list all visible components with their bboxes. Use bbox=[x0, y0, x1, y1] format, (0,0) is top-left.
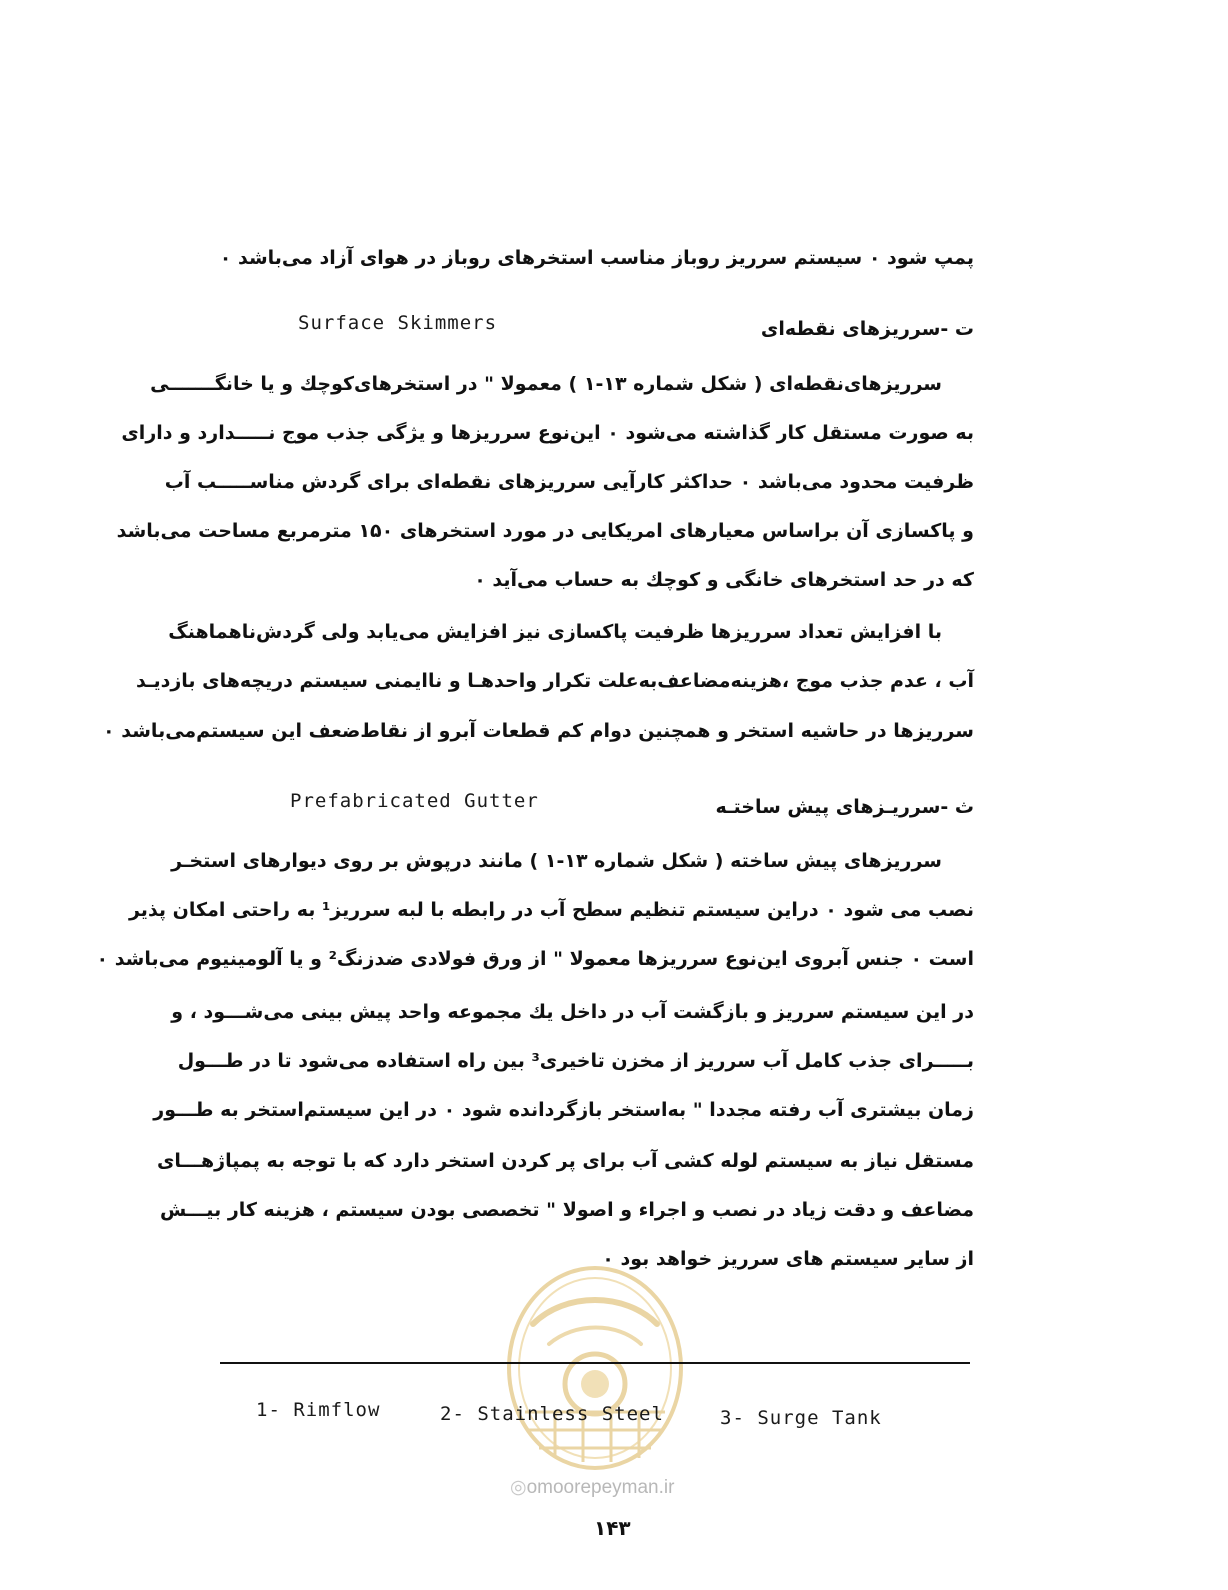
footnote-2: 2- Stainless Steel bbox=[440, 1403, 664, 1425]
paragraph-line: سرریزها در حاشیه استخر و همچنین دوام کم قطعات آبرو از نقاط‌ضعف این سیستم‌می‌باشد ۰ bbox=[103, 720, 974, 742]
page-number: ۱۴۳ bbox=[594, 1516, 631, 1540]
paragraph-line: است ۰ جنس آبروی این‌نوع سرریزها معمولا " از ورق فولادی ضدزنگ² و یا آلومینیوم می‌باشد ۰ bbox=[96, 948, 974, 970]
paragraph-line: سرریزهای‌نقطه‌ای ( شکل شماره ۱۳-۱ ) معمولا " در استخرهای‌کوچك و یا خانگـــــــی bbox=[150, 373, 942, 395]
section-th-heading: ث -سرریـزهای پیش ساختـه bbox=[715, 796, 974, 818]
footnote-3: 3- Surge Tank bbox=[720, 1407, 882, 1429]
section-t-heading: ت -سرریزهای نقطه‌ای bbox=[760, 318, 974, 340]
paragraph-line: بـــــرای جذب کامل آب سرریز از مخزن تاخیری³ بین راه استفاده می‌شود تا در طـــول bbox=[177, 1050, 974, 1072]
paragraph-line: که در حد استخرهای خانگی و کوچك به حساب می‌آید ۰ bbox=[474, 569, 974, 591]
section-t-english-term: Surface Skimmers bbox=[298, 312, 498, 334]
watermark-url: ◎omoorepeyman.ir bbox=[510, 1477, 675, 1498]
paragraph-line: در این سیستم سرریز و بازگشت آب در داخل یك مجموعه واحد پیش بینی می‌شـــود ، و bbox=[171, 1001, 974, 1023]
globe-icon: ◎ bbox=[510, 1477, 527, 1498]
paragraph-line: نصب می شود ۰ دراین سیستم تنظیم سطح آب در رابطه با لبه سرریز¹ به راحتی امکان پذیر bbox=[128, 899, 974, 921]
section-th-english-term: Prefabricated Gutter bbox=[290, 790, 539, 812]
paragraph-line: آب ، عدم جذب موج ،هزینه‌مضاعف‌به‌علت تکرار واحدهـا و ناایمنی سیستم دریچه‌های بازدیـد bbox=[135, 670, 974, 692]
paragraph-line: از سایر سیستم های سرریز خواهد بود ۰ bbox=[602, 1248, 974, 1270]
paragraph-line: با افزایش تعداد سرریزها ظرفیت پاکسازی نیز افزایش می‌یابد ولی گردش‌ناهماهنگ bbox=[168, 621, 942, 643]
paragraph-line: زمان بیشتری آب رفته مجددا " به‌استخر بازگردانده شود ۰ در این سیستم‌استخر به طـــور bbox=[153, 1099, 974, 1121]
watermark-seal-icon bbox=[505, 1262, 685, 1474]
paragraph-line: ظرفیت محدود می‌باشد ۰ حداکثر کارآیی سرریزهای نقطه‌ای برای گردش مناســـــب آب bbox=[164, 471, 974, 493]
paragraph-line: سرریزهای پیش ساخته ( شکل شماره ۱۳-۱ ) مانند درپوش بر روی دیوارهای استخـر bbox=[171, 850, 942, 872]
paragraph-line: مستقل نیاز به سیستم لوله کشی آب برای پر کردن استخر دارد که با توجه به پمپاژهـــای bbox=[156, 1150, 974, 1172]
paragraph-line: مضاعف و دقت زیاد در نصب و اجراء و اصولا " تخصصی بودن سیستم ، هزینه کار بیـــش bbox=[159, 1199, 974, 1221]
footnote-divider bbox=[220, 1362, 970, 1364]
paragraph-line: به صورت مستقل کار گذاشته می‌شود ۰ این‌نوع سرریزها و یژگی جذب موج نـــــدارد و دارای bbox=[121, 422, 974, 444]
intro-line: پمپ شود ۰ سیستم سرریز روباز مناسب استخرهای روباز در هوای آزاد می‌باشد ۰ bbox=[219, 247, 974, 269]
footnote-1: 1- Rimflow bbox=[256, 1399, 381, 1421]
paragraph-line: و پاکسازی آن براساس معیارهای امریکایی در مورد استخرهای ۱۵۰ مترمربع مساحت می‌باشد bbox=[116, 520, 974, 542]
